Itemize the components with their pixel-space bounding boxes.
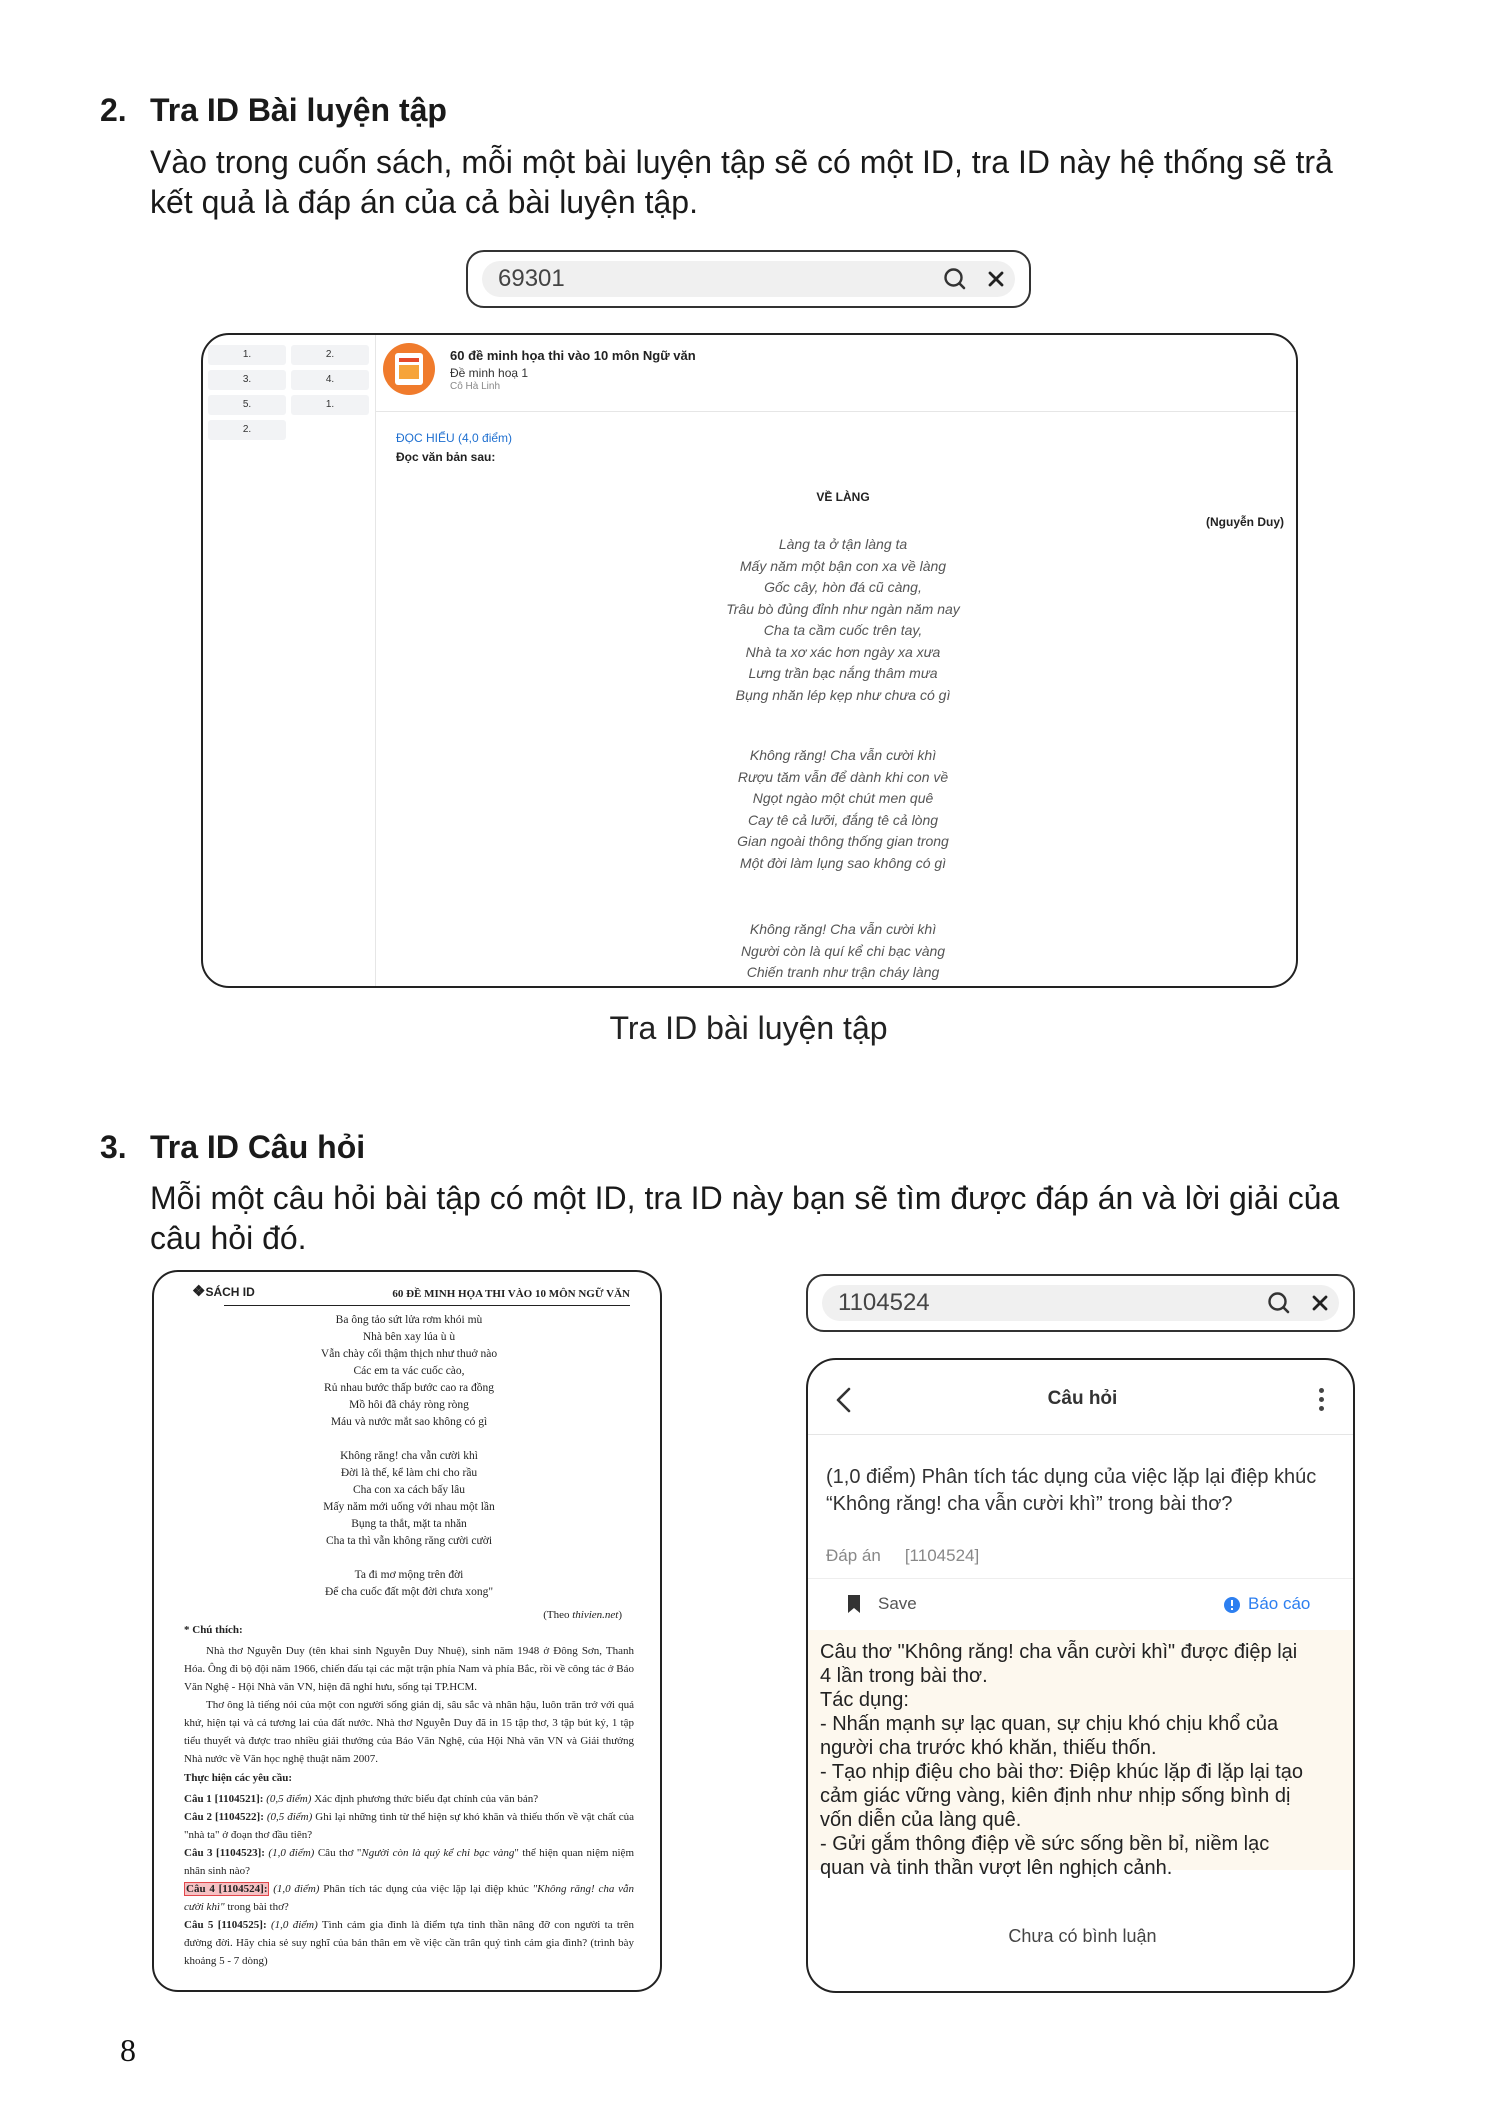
poem-line: Gian ngoài thông thống gian trong [737, 833, 949, 849]
sach-id-logo: ❖SÁCH ID [192, 1283, 255, 1300]
poem-line: Cha ta cầm cuốc trên tay, [763, 622, 923, 638]
question-grid [203, 335, 376, 988]
section-3-heading [100, 1129, 365, 1166]
no-comment-text: Chưa có bình luận [1008, 1926, 1157, 1946]
poem-line: Máu và nước mắt sao không có gì [330, 1416, 488, 1428]
poem-line: Không răng! cha vẫn cười khì [340, 1450, 478, 1462]
section-3-paragraph [150, 1178, 1339, 1258]
title-divider [808, 1434, 1355, 1435]
poem-line: Không răng! Cha vẫn cười khì [749, 921, 937, 937]
search-input[interactable]: 69301 [498, 265, 565, 292]
book-cover-avatar [383, 343, 435, 395]
exercise-search-bar[interactable] [466, 250, 1031, 308]
grid-cell[interactable]: 5. [208, 395, 286, 415]
page-header: 60 ĐỀ MINH HỌA THI VÀO 10 MÔN NGỮ VĂN [392, 1288, 630, 1300]
info-icon[interactable] [1223, 1596, 1241, 1614]
grid-cell[interactable]: 3. [208, 370, 286, 390]
poem-line: Người còn là quí kể chi bạc vàng [740, 942, 946, 959]
section-label: ĐỌC HIỂU (4,0 điểm) [396, 431, 513, 445]
poem-line: Rượu tăm vẫn để dành khi con về [737, 768, 949, 785]
poem-line: Làng ta ở tận làng ta [778, 536, 908, 552]
poem-line: Mồ hôi đã chảy ròng ròng [349, 1399, 469, 1411]
grid-cell[interactable]: 1. [208, 345, 286, 365]
highlighted-question-id: Câu 4 [1104524]: [186, 1883, 268, 1895]
poem-line: Để cha cuốc đất một đời chưa xong" [324, 1586, 494, 1598]
note-paragraph: Nhà thơ Nguyễn Duy (tên khai sinh Nguyễn Duy Nhuệ), sinh năm 1948 ở Đông Sơn, Thanh Hóa. Ông đi bộ đội năm 1966, chiến đấu tại các mặt trận phía Nam và phía Bắc, rồi về công tác ở Báo Văn Nghệ - Hội Nhà văn VN, hiện đã nghỉ hưu, sống tại TP.HCM. [184, 1645, 634, 1693]
paragraph-line: Mỗi một câu hỏi bài tập có một ID, tra ID này bạn sẽ tìm được đáp án và lời giải của [150, 1180, 1340, 1216]
close-icon[interactable] [1311, 1294, 1329, 1312]
question-4: Câu 4 [1104524]: (1,0 điểm) Phân tích tác dụng của việc lặp lại điệp khúc "Không răng! cha vẫn cười khì" trong bài thơ? [184, 1883, 635, 1913]
question-answer-screen [806, 1358, 1355, 1993]
poem-line: Cha ta thì vẫn không răng cười cười [325, 1535, 493, 1547]
paragraph-line: kết quả là đáp án của cả bài luyện tập. [150, 184, 698, 220]
screen-title: Câu hỏi [1047, 1388, 1118, 1409]
poem-line: Rủ nhau bước thấp bước cao ra đồng [324, 1382, 494, 1394]
poem-line: Ngọt ngào một chút men quê [752, 790, 934, 806]
save-button[interactable]: Save [878, 1594, 917, 1613]
poem-stanza-3 [653, 919, 1033, 984]
poem-source: (Theo thivien.net) [543, 1609, 622, 1621]
paragraph-line: câu hỏi đó. [150, 1220, 307, 1256]
instruction: Đọc văn bản sau: [396, 450, 496, 464]
section-number: 2. [100, 92, 127, 128]
more-options-icon[interactable] [1319, 1388, 1325, 1411]
poem-line: Chiến tranh như trận cháy làng [746, 964, 940, 980]
question-1: Câu 1 [1104521]: (0,5 điểm) Xác định phương thức biểu đạt chính của văn bản? [184, 1793, 539, 1805]
book-title: 60 đề minh họa thi vào 10 môn Ngữ văn [450, 348, 696, 363]
exercise-result-screenshot [201, 333, 1298, 988]
section-title: Tra ID Câu hỏi [150, 1129, 366, 1165]
question-5: Câu 5 [1104525]: (1,0 điểm) Tình cảm gia đình là điểm tựa tinh thần nâng đỡ con người ta trên đường đời. Hãy chia sẻ suy nghĩ của bản thân em về việc cần trân quý tình cảm gia đình? (trình bày khoảng 5 - 7 dòng) [184, 1919, 635, 1967]
poem-line: Đời là thế, kể làm chi cho rầu [340, 1467, 478, 1479]
poem-line: Ba ông tảo sứt lửa rơm khói mù [335, 1314, 483, 1326]
logo-text: SÁCH ID [205, 1285, 255, 1299]
paragraph-line: Vào trong cuốn sách, mỗi một bài luyện tập sẽ có một ID, tra ID này hệ thống sẽ trả [150, 144, 1333, 180]
book-subtitle: Đề minh hoạ 1 [450, 366, 529, 380]
answer-id-row: Đáp án [1104524] [826, 1546, 980, 1565]
search-icon[interactable] [1267, 1291, 1291, 1315]
book-page-screenshot [152, 1270, 662, 1992]
grid-cell[interactable]: 2. [208, 420, 286, 440]
poem-author: (Nguyễn Duy) [1206, 515, 1284, 529]
poem-line: Bụng ta thắt, mặt ta nhăn [351, 1518, 467, 1530]
section-2-paragraph [150, 142, 1333, 222]
poem-line: Vẫn chày cối thậm thịch như thuở nào [320, 1348, 498, 1360]
bookmark-icon[interactable] [846, 1594, 862, 1614]
answer-text: Câu thơ "Không răng! cha vẫn cười khì" được điệp lại 4 lần trong bài thơ. Tác dụng: - Nhấn mạnh sự lạc quan, sự chịu khó chịu khổ của người cha trước khó khăn, thiếu thốn. - Tạo nhịp điệu cho bài thơ: Điệp khúc lặp đi lặp lại tạo cảm giác vững vàng, kiên định như nhịp sống bình dị vốn diễn của làng quê. - Gửi gắm thông điệp về sức sống bền bỉ, niềm lạc quan và tinh thần vượt lên nghịch cảnh. [820, 1641, 1304, 1879]
question-search-bar[interactable] [806, 1274, 1355, 1332]
poem-stanza-2 [653, 745, 1033, 874]
header-divider [375, 411, 1298, 412]
grid-cell[interactable]: 4. [291, 370, 369, 390]
poem-line: Lưng trần bạc nắng thâm mưa [748, 665, 938, 681]
answer-panel [808, 1630, 1355, 1879]
poem-line: Nhà bên xay lúa ù ù [362, 1331, 456, 1343]
question-3: Câu 3 [1104523]: (1,0 điểm) Câu thơ "Người còn là quý kể chi bạc vàng" thể hiện quan niệm niệm nhân sinh nào? [184, 1847, 634, 1877]
divider [808, 1578, 1355, 1579]
page-number: 8 [120, 2032, 136, 2068]
poem-line: Các em ta vác cuốc cào, [353, 1365, 465, 1377]
book-author: Cô Hà Linh [450, 381, 501, 392]
search-input[interactable]: 1104524 [838, 1289, 930, 1316]
report-button[interactable]: Báo cáo [1248, 1594, 1311, 1613]
poem-line: Không răng! Cha vẫn cười khì [749, 747, 937, 763]
section-number: 3. [100, 1129, 127, 1165]
poem-line: Cay tê cả lưỡi, đắng tê cả lòng [747, 811, 939, 828]
poem-line: Mấy năm một bận con xa về làng [739, 557, 947, 574]
requirements-label: Thực hiện các yêu cầu: [184, 1772, 293, 1784]
poem-title: VỀ LÀNG [816, 490, 870, 504]
poem-line: Bụng nhăn lép kẹp như chưa có gì [735, 686, 951, 703]
book-icon [395, 353, 423, 385]
figure-caption: Tra ID bài luyện tập [609, 1010, 888, 1046]
section-title: Tra ID Bài luyện tập [150, 92, 447, 128]
poem-line: Mấy năm mới uống với nhau một lần [323, 1501, 495, 1513]
note-label: * Chú thích: [184, 1624, 243, 1636]
note-paragraph: Thơ ông là tiếng nói của một con người sống giản dị, sâu sắc và nhân hậu, luôn trăn trở với quá khứ, hiện tại và cả tương lai của đất nước. Nhà thơ Nguyễn Duy đã in 15 tập thơ, 3 tập bút ký, 1 tập tiểu thuyết và được trao nhiều giải thưởng của Báo Văn Nghệ, của Hội Nhà văn VN và Giải thưởng Nhà nước về Văn học nghệ thuật năm 2007. [184, 1699, 634, 1765]
section-2-heading [100, 92, 447, 129]
poem-line: Trâu bò đủng đỉnh như ngàn năm nay [726, 600, 960, 617]
poem-line: Một đời làm lụng sao không có gì [739, 854, 947, 871]
poem-line: Ta đi mơ mộng trên đời [354, 1569, 464, 1581]
poem-line: Cha con xa cách bấy lâu [352, 1484, 466, 1496]
poem-stanza-1 [653, 534, 1033, 706]
search-icon[interactable] [943, 267, 967, 291]
close-icon[interactable] [987, 270, 1005, 288]
question-text: (1,0 điểm) Phân tích tác dụng của việc lặp lại điệp khúc “Không răng! cha vẫn cười khì” trong bài thơ? [826, 1466, 1317, 1515]
poem-line: Nhà ta xơ xác hơn ngày xa xưa [745, 643, 941, 660]
header-rule [224, 1305, 630, 1306]
grid-cell[interactable]: 1. [291, 395, 369, 415]
poem-line: Gốc cây, hòn đá cũ càng, [764, 579, 922, 595]
question-2: Câu 2 [1104522]: (0,5 điểm) Ghi lại những tình từ thể hiện sự khó khăn và thiếu thốn về vật chất của "nhà ta" ở đoạn thơ đầu tiên? [184, 1811, 635, 1841]
grid-cell[interactable]: 2. [291, 345, 369, 365]
